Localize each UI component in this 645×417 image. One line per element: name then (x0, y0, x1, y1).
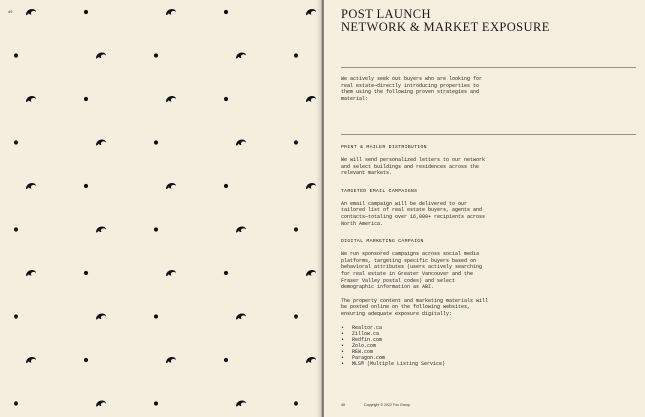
pattern-dot (224, 10, 228, 14)
website-name: Realtor.ca (352, 324, 383, 331)
wave-swirl-icon (306, 183, 316, 189)
website-name: Zolo.com (352, 342, 377, 349)
pattern-dot (224, 184, 228, 188)
copyright-text: Copyright © 2022 Fox Group (364, 403, 410, 407)
pattern-dot (294, 53, 298, 57)
section-heading: DIGITAL MARKETING CAMPAIGN (341, 239, 424, 245)
wave-swirl-icon (96, 227, 106, 233)
wave-swirl-icon (306, 357, 316, 363)
wave-swirl-icon (26, 357, 36, 363)
wave-swirl-icon (166, 9, 176, 15)
bullet-icon: • (341, 361, 345, 368)
bullet-icon: • (341, 348, 345, 355)
bullet-icon: • (341, 336, 345, 343)
pattern-dot (154, 227, 158, 231)
section-paragraph: An email campaign will be delivered to our tailored list of real estate buyers, agents and contacts—totaling over 16,000+ recipients across North America. (341, 200, 486, 227)
pattern-dot (294, 314, 298, 318)
wave-swirl-icon (306, 9, 316, 15)
wave-swirl-icon (26, 96, 36, 102)
wave-swirl-icon (236, 53, 246, 59)
wave-swirl-icon (236, 314, 246, 320)
wave-swirl-icon (96, 314, 106, 320)
wave-swirl-icon (306, 96, 316, 102)
pattern-dot (154, 140, 158, 144)
section-digital-marketing (341, 239, 491, 367)
bullet-icon: • (341, 324, 345, 331)
section-paragraph: We run sponsored campaigns across social media platforms, targeting specific buyers based on behavioral attributes (users actively searching for real estate in Greater Vancouver and the Fraser Valley postal codes) and select demographic information as ABI. (341, 251, 483, 291)
pattern-dot (14, 227, 18, 231)
pattern-dot (84, 97, 88, 101)
pattern-dot (294, 227, 298, 231)
intro-paragraph: We actively seek out buyers who are looking for real estate—directly introducing properties to them using the following proven strategies and material: (341, 76, 483, 102)
wave-swirl-icon (96, 401, 106, 407)
wave-dot-pattern (0, 0, 322, 417)
wave-swirl-icon (26, 9, 36, 15)
section-email-campaigns (341, 189, 491, 227)
pattern-dot (14, 140, 18, 144)
section-print-mailer (341, 145, 491, 177)
wave-swirl-icon (306, 270, 316, 276)
section-paragraph: We will send personalized letters to our network and select buildings and residences across the relevant markets. (341, 157, 486, 177)
wave-swirl-icon (166, 183, 176, 189)
wave-swirl-icon (236, 227, 246, 233)
bullet-icon: • (341, 330, 345, 337)
section-heading: PRINT & MAILER DISTRIBUTION (341, 145, 427, 150)
pattern-dot (224, 271, 228, 275)
wave-swirl-icon (236, 401, 246, 407)
pattern-dot (224, 358, 228, 362)
page-title-line-1: POST LAUNCH (341, 7, 431, 21)
bullet-icon: • (341, 354, 345, 361)
strategy-sections (341, 145, 491, 367)
list-item (341, 361, 491, 367)
divider-top (341, 67, 636, 68)
pattern-dot (154, 314, 158, 318)
wave-swirl-icon (26, 270, 36, 276)
website-list (341, 325, 491, 368)
pattern-dot (84, 184, 88, 188)
pattern-dot (294, 401, 298, 405)
wave-swirl-icon (166, 96, 176, 102)
pattern-dot (84, 271, 88, 275)
pattern-dot (224, 97, 228, 101)
wave-swirl-icon (96, 140, 106, 146)
pattern-dot (84, 358, 88, 362)
right-page-number: 48 (341, 403, 345, 407)
pattern-dot (154, 401, 158, 405)
right-page (324, 0, 645, 417)
page-title (341, 8, 550, 34)
bullet-icon: • (341, 342, 345, 349)
pattern-dot (294, 140, 298, 144)
wave-swirl-icon (96, 53, 106, 59)
pattern-dot (14, 53, 18, 57)
wave-swirl-icon (166, 270, 176, 276)
page-title-line-2: NETWORK & MARKET EXPOSURE (341, 20, 550, 34)
website-name: Paragon.com (352, 354, 386, 361)
wave-swirl-icon (166, 357, 176, 363)
section-heading: TARGETED EMAIL CAMPAIGNS (341, 188, 418, 194)
website-name: Zillow.ca (352, 330, 380, 337)
website-name: MLS® (Multiple Listing Service) (352, 361, 446, 368)
pattern-dot (154, 53, 158, 57)
page-footer (341, 403, 410, 407)
divider-bottom (341, 134, 636, 135)
section-paragraph: The property content and marketing materials will be posted online on the following websites, ensuring adequate exposure digitally: (341, 297, 489, 317)
left-page (0, 0, 322, 417)
pattern-dot (84, 10, 88, 14)
left-page-number: 49 (8, 9, 13, 14)
website-name: Redfin.com (352, 336, 383, 343)
website-name: REW.com (352, 348, 374, 355)
wave-swirl-icon (236, 140, 246, 146)
pattern-dot (14, 314, 18, 318)
pattern-dot (14, 401, 18, 405)
wave-swirl-icon (26, 183, 36, 189)
